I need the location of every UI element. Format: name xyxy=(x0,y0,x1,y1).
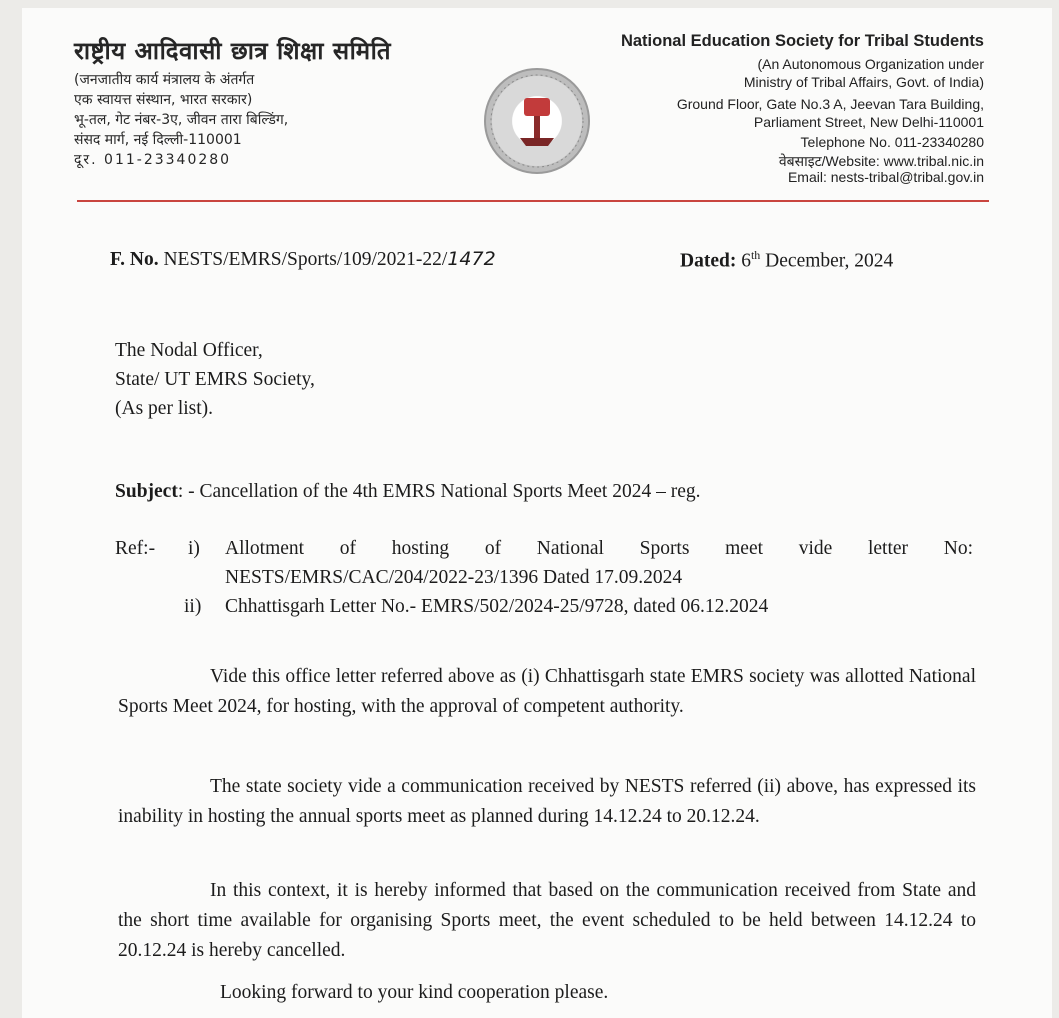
hindi-line: भू-तल, गेट नंबर-3ए, जीवन तारा बिल्डिंग, xyxy=(74,112,289,128)
hindi-phone: दूर. 011-23340280 xyxy=(74,152,232,168)
date-suffix: th xyxy=(750,248,761,262)
addressee-block xyxy=(115,336,315,423)
body-paragraph: In this context, it is hereby informed that based on the communication received from State and the short time available for organising Sports meet, the event scheduled to be held between 14.12.24 to 20.12.24 is hereby cancelled. xyxy=(118,880,976,961)
hindi-line: (जनजातीय कार्य मंत्रालय के अंतर्गत xyxy=(74,72,255,88)
ref-label: Ref:- xyxy=(115,538,156,559)
ref-num: ii) xyxy=(184,596,202,617)
body-paragraph: The state society vide a communication received by NESTS referred (ii) above, has expressed its inability in hosting the annual sports meet as planned during 14.12.24 to 20.12.24. xyxy=(118,776,976,827)
ref-line: NESTS/EMRS/CAC/204/2022-23/1396 Dated 17.09.2024 xyxy=(225,567,683,588)
english-phone: Telephone No. 011-23340280 xyxy=(800,134,984,150)
addressee-line: (As per list). xyxy=(115,398,214,419)
date-day: 6 xyxy=(741,250,751,272)
subject-text: : - Cancellation of the 4th EMRS National Sports Meet 2024 – reg. xyxy=(177,481,701,502)
letter-page xyxy=(22,8,1052,1018)
body-paragraph: Vide this office letter referred above as (i) Chhattisgarh state EMRS society was allotted National Sports Meet 2024, for hosting, with the approval of competent authority. xyxy=(118,666,976,717)
ref-line: Allotment of hosting of National Sports meet vide letter No: xyxy=(225,538,973,559)
english-line: Ministry of Tribal Affairs, Govt. of India) xyxy=(743,74,984,90)
english-address-line: Ground Floor, Gate No.3 A, Jeevan Tara Building, xyxy=(676,96,984,112)
letterhead-divider xyxy=(77,200,989,202)
hindi-line: एक स्वायत्त संस्थान, भारत सरकार) xyxy=(74,92,253,108)
file-label: F. No. xyxy=(110,249,159,270)
subject-line xyxy=(115,477,700,506)
english-email: Email: nests-tribal@tribal.gov.in xyxy=(787,169,984,185)
letter-date xyxy=(680,248,893,273)
english-org-name: National Education Society for Tribal Students xyxy=(620,32,984,50)
dated-label: Dated: xyxy=(680,250,737,272)
tree-emblem-icon xyxy=(486,70,588,172)
nests-seal-logo xyxy=(484,68,590,174)
hindi-org-name: राष्ट्रीय आदिवासी छात्र शिक्षा समिति xyxy=(74,37,392,65)
english-line: (An Autonomous Organization under xyxy=(757,56,984,72)
hindi-line: संसद मार्ग, नई दिल्ली-110001 xyxy=(74,132,242,148)
english-website: वेबसाइट/Website: www.tribal.nic.in xyxy=(778,153,984,169)
ref-num: i) xyxy=(188,538,200,559)
closing-line: Looking forward to your kind cooperation please. xyxy=(220,982,609,1003)
handwritten-number: 1472 xyxy=(447,248,496,270)
english-address-line: Parliament Street, New Delhi-110001 xyxy=(753,114,984,130)
date-rest: December, 2024 xyxy=(760,250,894,272)
file-number-text: NESTS/EMRS/Sports/109/2021-22/ xyxy=(163,249,448,270)
subject-label: Subject xyxy=(115,481,178,502)
ref-line: Chhattisgarh Letter No.- EMRS/502/2024-25/9728, dated 06.12.2024 xyxy=(225,596,769,617)
addressee-line: State/ UT EMRS Society, xyxy=(115,369,315,390)
addressee-line: The Nodal Officer, xyxy=(115,340,263,361)
file-number xyxy=(110,248,496,271)
